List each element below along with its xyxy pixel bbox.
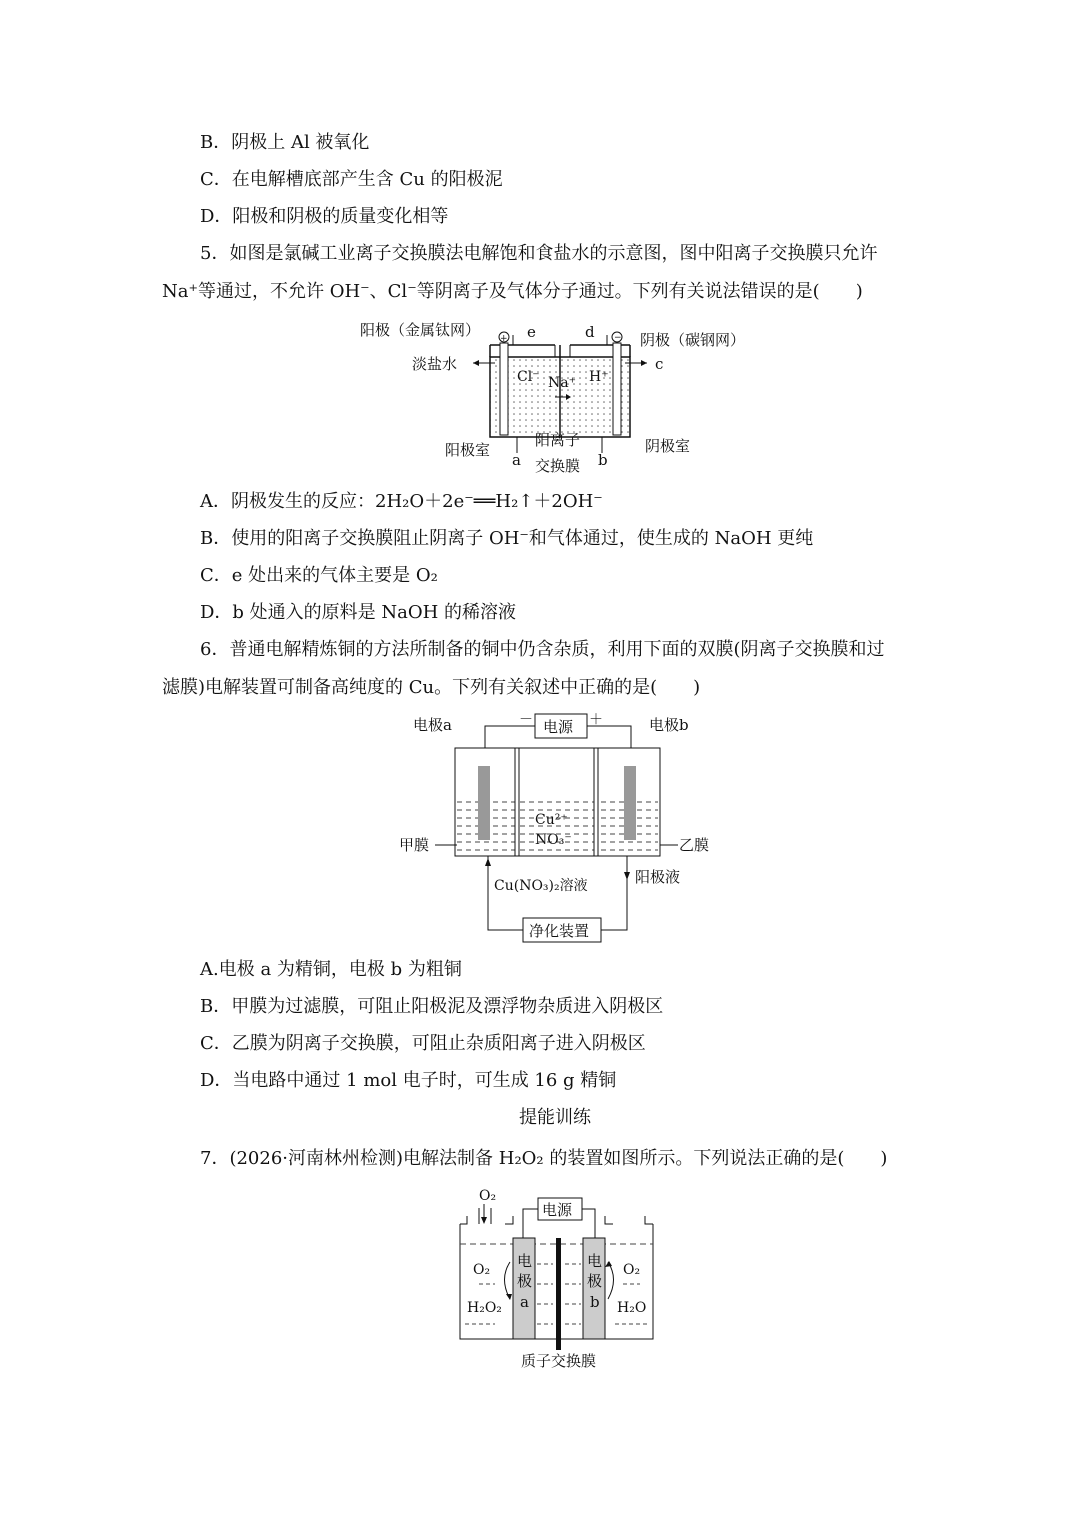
q6-label-solution: Cu(NO₃)₂溶液 (494, 878, 588, 894)
q6-option-d: D．当电路中通过 1 mol 电子时，可生成 16 g 精铜 (200, 1070, 617, 1091)
q5-label-anode: 阳极（金属钛网） (360, 321, 481, 339)
q5-label-membrane-line2: 交换膜 (535, 457, 581, 475)
q5-label-h: H⁺ (589, 369, 609, 385)
q7-label-electrode-b-1: 电 (587, 1252, 603, 1270)
q4-option-d: D．阳极和阴极的质量变化相等 (200, 206, 449, 227)
q5-label-cathode-room: 阴极室 (645, 437, 691, 455)
q4-option-c: C．在电解槽底部产生含 Cu 的阳极泥 (200, 169, 503, 190)
q5-label-dilute-brine: 淡盐水 (412, 355, 458, 373)
q6-option-c: C．乙膜为阴离子交换膜，可阻止杂质阳离子进入阴极区 (200, 1033, 646, 1054)
q6-option-b: B．甲膜为过滤膜，可阻止阳极泥及漂浮物杂质进入阴极区 (200, 996, 664, 1017)
q6-stem-line1: 6．普通电解精炼铜的方法所制备的铜中仍含杂质，利用下面的双膜(阴离子交换膜和过 (200, 639, 885, 660)
q6-label-electrode-b: 电极b (649, 716, 689, 734)
q7-label-h2o2: H₂O₂ (467, 1300, 502, 1316)
svg-text:−: − (614, 333, 622, 343)
q5-label-cl: Cl⁻ (517, 369, 540, 385)
q5-label-e: e (527, 323, 536, 341)
q6-label-cu: Cu²⁺ (535, 812, 568, 828)
q6-figure-double-membrane-cell (395, 708, 735, 946)
q6-option-a: A.电极 a 为精铜，电极 b 为粗铜 (200, 959, 462, 980)
q5-stem-line2: Na⁺等通过，不允许 OH⁻、Cl⁻等阴离子及气体分子通过。下列有关说法错误的是( ) (162, 281, 863, 302)
q5-option-c: C．e 处出来的气体主要是 O₂ (200, 565, 438, 586)
q5-label-na: Na⁺ (548, 375, 576, 391)
q4-option-b: B．阴极上 Al 被氧化 (200, 132, 370, 153)
q5-option-b: B．使用的阳离子交换膜阻止阴离子 OH⁻和气体通过，使生成的 NaOH 更纯 (200, 528, 814, 549)
q7-figure-h2o2-cell (455, 1184, 660, 1374)
q5-label-anode-room: 阳极室 (445, 441, 491, 459)
q7-label-electrode-a-3: a (520, 1293, 529, 1311)
q5-label-membrane-line1: 阳离子 (535, 431, 581, 449)
q6-membrane-yi (594, 748, 598, 856)
q7-label-electrode-a-1: 电 (517, 1252, 533, 1270)
q7-label-electrode-b-2: 极 (587, 1272, 603, 1290)
q7-label-electrode-a-2: 极 (517, 1272, 533, 1290)
q5-cathode-electrode (613, 343, 621, 435)
q5-label-c: c (655, 355, 664, 373)
q7-label-membrane: 质子交换膜 (521, 1352, 597, 1370)
q5-option-a: A．阴极发生的反应：2H₂O＋2e⁻══H₂↑＋2OH⁻ (200, 491, 603, 512)
q6-label-anolyte: 阳极液 (635, 868, 681, 886)
q5-option-d: D．b 处通入的原料是 NaOH 的稀溶液 (200, 602, 517, 623)
q6-label-membrane-jia: 甲膜 (399, 836, 430, 854)
q6-label-membrane-yi: 乙膜 (679, 836, 710, 854)
q6-membrane-jia (515, 748, 519, 856)
section-heading: 提能训练 (519, 1107, 591, 1128)
q7-label-o2-top: O₂ (479, 1188, 497, 1204)
q6-label-power: 电源 (543, 718, 574, 736)
q6-stem-line2: 滤膜)电解装置可制备高纯度的 Cu。下列有关叙述中正确的是( ) (162, 677, 701, 698)
q7-label-electrode-b-3: b (590, 1293, 600, 1311)
q5-label-cathode: 阴极（碳钢网） (640, 331, 746, 349)
q5-label-a: a (512, 451, 521, 469)
svg-text:+: + (500, 334, 508, 344)
q6-electrode-b (624, 766, 636, 840)
q6-electrode-a (478, 766, 490, 840)
q5-label-d: d (585, 323, 595, 341)
q6-label-electrode-a: 电极a (413, 716, 452, 734)
q7-label-o2-right: O₂ (623, 1262, 641, 1278)
q7-label-h2o: H₂O (617, 1300, 647, 1316)
q6-label-plus: ＋ (589, 712, 603, 728)
q6-label-purifier: 净化装置 (529, 922, 590, 940)
q7-proton-membrane (556, 1238, 561, 1350)
q5-anode-electrode (500, 343, 508, 435)
q6-label-minus: － (519, 712, 533, 728)
q5-stem-line1: 5．如图是氯碱工业离子交换膜法电解饱和食盐水的示意图，图中阳离子交换膜只允许 (200, 243, 878, 264)
q7-stem: 7．(2026·河南林州检测)电解法制备 H₂O₂ 的装置如图所示。下列说法正确的是( ) (200, 1148, 888, 1169)
q6-label-no3: NO₃⁻ (535, 832, 572, 848)
q7-label-o2-left: O₂ (473, 1262, 491, 1278)
q5-figure-chlor-alkali-cell (355, 315, 775, 485)
q7-label-power: 电源 (542, 1201, 573, 1219)
q5-label-b: b (598, 451, 608, 469)
